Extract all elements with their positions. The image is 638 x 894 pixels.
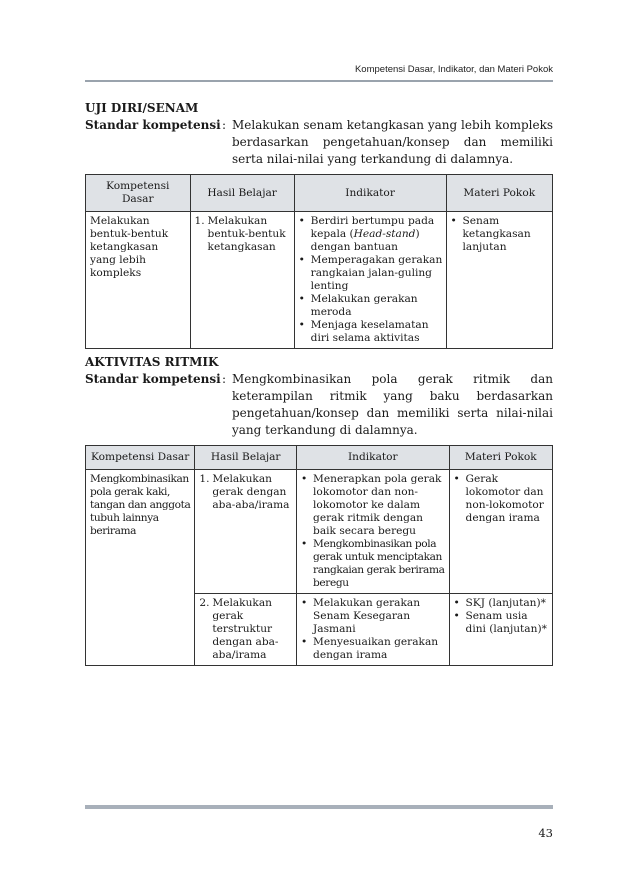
list-item [299, 319, 443, 345]
header-materi-pokok: Materi Pokok [449, 446, 552, 470]
list-item [451, 215, 550, 254]
indikator-cell [297, 470, 449, 594]
list-item [301, 538, 445, 590]
header-materi-pokok: Materi Pokok [446, 175, 553, 212]
section-aktivitas-ritmik [85, 354, 553, 666]
kompetensi-table [85, 174, 553, 349]
indikator-cell [297, 594, 449, 666]
indikator-text: Menyesuaikan gerakan dengan irama [313, 636, 439, 661]
page-number: 43 [538, 826, 553, 840]
hasil-cell [195, 470, 297, 594]
hasil-cell [195, 594, 297, 666]
bullet-icon: • [301, 636, 308, 648]
standar-kompetensi [85, 117, 553, 168]
sk-colon: : [222, 372, 227, 386]
bullet-icon: • [301, 597, 308, 609]
section-title: AKTIVITAS RITMIK [85, 355, 219, 369]
header-indikator: Indikator [297, 446, 449, 470]
bullet-icon: • [298, 319, 305, 331]
hasil-text: Melakukan gerak terstruktur dengan aba-aba/irama [212, 597, 279, 661]
sk-text: Mengkombinasikan pola gerak ritmik dan keterampilan ritmik yang baku berdasarkan pengetahuan/konsep dan memiliki serta nilai-nilai yang terkandung di dalamnya. [232, 372, 553, 437]
materi-cell [449, 594, 552, 666]
indikator-italic: Head-stand [353, 228, 416, 240]
kompetensi-table [85, 445, 553, 666]
bullet-icon: • [450, 215, 457, 227]
indikator-text: Mengkombinasikan pola gerak untuk menciptakan rangkaian gerak berirama beregu [313, 538, 445, 589]
running-header: Kompetensi Dasar, Indikator, dan Materi Pokok [354, 64, 553, 75]
materi-text: SKJ (lanjutan)* [465, 597, 546, 609]
hasil-number: 1. [194, 215, 205, 227]
header-hasil-belajar: Hasil Belajar [190, 175, 294, 212]
kd-cell: Melakukan bentuk-bentuk ketangkasan yang lebih kompleks [86, 212, 191, 349]
list-item [301, 473, 445, 538]
kd-cell: Mengkombinasikan pola gerak kaki, tangan dan anggota tubuh lainnya berirama [86, 470, 195, 666]
bullet-icon: • [298, 254, 305, 266]
indikator-text: Berdiri bertumpu pada kepala ( [310, 215, 435, 240]
bullet-icon: • [453, 473, 460, 485]
hasil-cell [190, 212, 294, 349]
hasil-text: Melakukan gerak dengan aba-aba/irama [212, 473, 290, 511]
sk-colon: : [222, 118, 227, 132]
indikator-text-after: ) dengan bantuan [310, 228, 420, 253]
table-row [86, 212, 553, 349]
standar-kompetensi [85, 371, 553, 439]
list-item [299, 293, 443, 319]
page-content [85, 100, 553, 671]
table-row [86, 470, 553, 594]
list-item [301, 597, 445, 636]
section-uji-diri [85, 100, 553, 349]
header-kompetensi-dasar: Kompetensi Dasar [86, 175, 191, 212]
footer-rule [85, 805, 553, 809]
table-header-row [86, 175, 553, 212]
header-indikator: Indikator [294, 175, 446, 212]
table-header-row [86, 446, 553, 470]
list-item [299, 215, 443, 254]
indikator-text: Menerapkan pola gerak lokomotor dan non-lokomotor ke dalam gerak ritmik dengan baik secara beregu [313, 473, 442, 537]
bullet-icon: • [298, 215, 305, 227]
bullet-icon: • [301, 473, 308, 485]
indikator-text: Melakukan gerakan meroda [310, 293, 418, 318]
list-item [454, 610, 549, 636]
bullet-icon: • [298, 293, 305, 305]
list-item [301, 636, 445, 662]
indikator-cell [294, 212, 446, 349]
materi-text: Senam ketangkasan lanjutan [462, 215, 531, 253]
section-title: UJI DIRI/SENAM [85, 101, 199, 115]
materi-cell [449, 470, 552, 594]
list-item [454, 597, 549, 610]
indikator-text: Menjaga keselamatan diri selama aktivitas [310, 319, 429, 344]
bullet-icon: • [301, 538, 308, 550]
sk-label: Standar kompetensi [85, 372, 221, 386]
hasil-text: Melakukan bentuk-bentuk ketangkasan [207, 215, 286, 253]
sk-text: Melakukan senam ketangkasan yang lebih kompleks berdasarkan pengetahuan/konsep dan memiliki serta nilai-nilai yang terkandung di dalamnya. [232, 118, 553, 166]
hasil-number: 2. [199, 597, 210, 609]
list-item [454, 473, 549, 525]
bullet-icon: • [453, 597, 460, 609]
sk-label: Standar kompetensi [85, 118, 221, 132]
materi-cell [446, 212, 553, 349]
header-rule [85, 80, 553, 82]
hasil-number: 1. [199, 473, 210, 485]
materi-text: Senam usia dini (lanjutan)* [465, 610, 547, 635]
indikator-text: Melakukan gerakan Senam Kesegaran Jasmani [313, 597, 421, 635]
indikator-text: Memperagakan gerakan rangkaian jalan-guling lenting [310, 254, 443, 292]
header-kompetensi-dasar: Kompetensi Dasar [86, 446, 195, 470]
list-item [299, 254, 443, 293]
materi-text: Gerak lokomotor dan non-lokomotor dengan irama [465, 473, 544, 524]
header-hasil-belajar: Hasil Belajar [195, 446, 297, 470]
bullet-icon: • [453, 610, 460, 622]
